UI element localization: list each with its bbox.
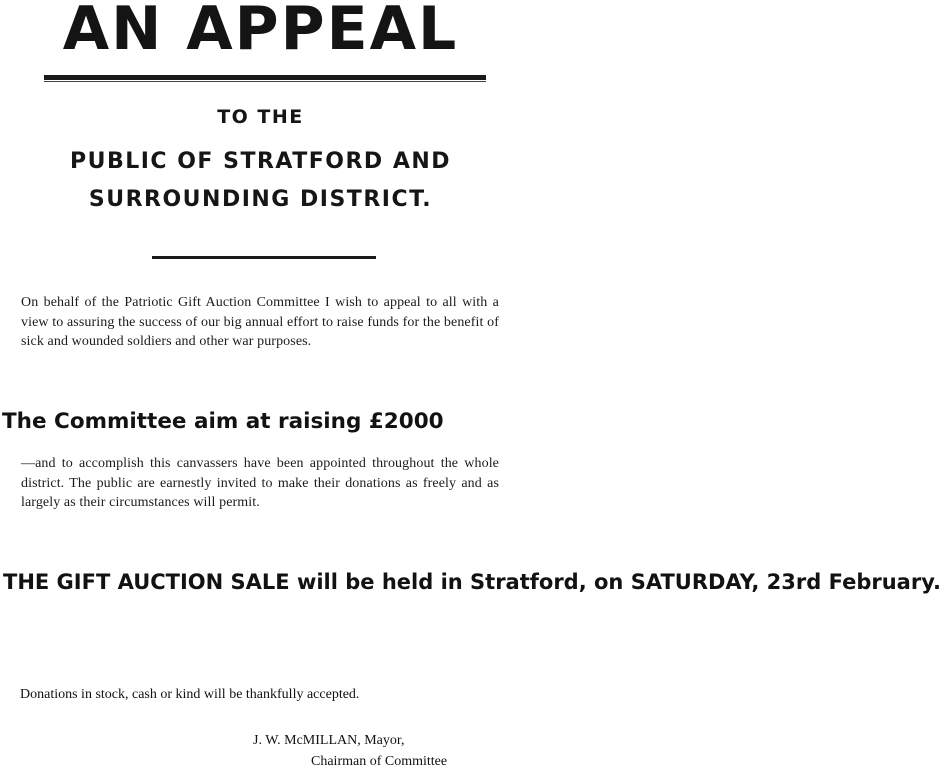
headline-rule bbox=[44, 75, 486, 80]
headline-rule-thin bbox=[44, 81, 486, 82]
headline: AN APPEAL bbox=[62, 0, 459, 64]
subheading-to-the: TO THE bbox=[217, 106, 304, 128]
auction-sale-notice: THE GIFT AUCTION SALE will be held in Stratford, on SATURDAY, 23rd February. bbox=[3, 570, 941, 594]
divider-rule bbox=[152, 256, 376, 259]
subheading-line-1: PUBLIC OF STRATFORD AND bbox=[69, 149, 452, 174]
appeal-paragraph: On behalf of the Patriotic Gift Auction Committee I wish to appeal to all with a view to assuring the success of our big annual effort to raise funds for the benefit of sick and wounded soldiers and other war purposes. bbox=[21, 295, 499, 349]
signatory-name: J. W. McMILLAN, Mayor, bbox=[253, 733, 405, 748]
donations-note: Donations in stock, cash or kind will be thankfully accepted. bbox=[20, 687, 360, 702]
subheading-line-2: SURROUNDING DISTRICT. bbox=[88, 187, 433, 212]
fundraising-target: The Committee aim at raising £2000 bbox=[2, 409, 444, 434]
signatory-title: Chairman of Committee bbox=[311, 754, 448, 769]
canvassers-paragraph: —and to accomplish this canvassers have been appointed throughout the whole district. The public are earnestly invited to make their donations as freely and as largely as their circumstances will permit. bbox=[21, 456, 499, 510]
